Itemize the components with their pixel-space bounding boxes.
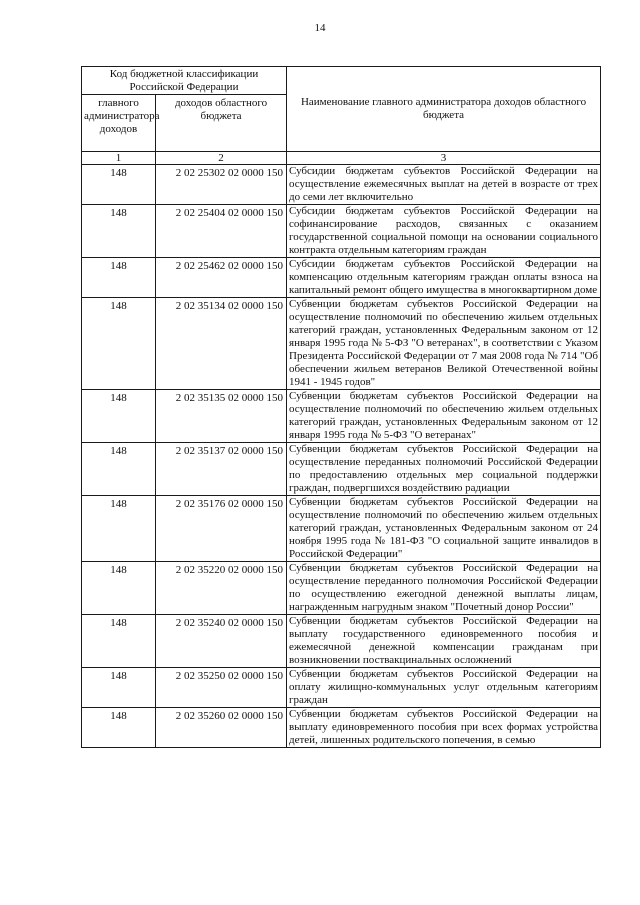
income-name-cell: Субвенции бюджетам субъектов Российской Федерации на осуществление полномочий по обеспечению жильем отдельных категорий граждан, установленных Федеральным законом от 12 января 1995 года № 5-ФЗ "О ветеранах" [287, 390, 601, 443]
budget-code-cell: 2 02 35220 02 0000 150 [156, 562, 287, 615]
income-name-cell: Субсидии бюджетам субъектов Российской Федерации на компенсацию отдельным категориям граждан оплаты взноса на капитальный ремонт общего имущества в многоквартирном доме [287, 258, 601, 298]
admin-code-cell: 148 [82, 205, 156, 258]
admin-code-cell: 148 [82, 298, 156, 390]
income-name-cell: Субвенции бюджетам субъектов Российской Федерации на осуществление полномочий по обеспечению жильем отдельных категорий граждан, установленных Федеральным законом от 12 января 1995 года № 5-ФЗ "О ветеранах", в соответствии с Указом Президента Российской Федерации от 7 мая 2008 года № 714 "Об обеспечении жильем ветеранов Великой Отечественной войны 1941 - 1945 годов" [287, 298, 601, 390]
admin-code-cell: 148 [82, 562, 156, 615]
budget-code-cell: 2 02 35176 02 0000 150 [156, 496, 287, 562]
budget-code-cell: 2 02 35134 02 0000 150 [156, 298, 287, 390]
income-name-cell: Субвенции бюджетам субъектов Российской Федерации на осуществление переданного полномочия Российской Федерации по осуществлению ежегодной денежной выплаты лицам, награжденным нагрудным знаком "Почетный донор России" [287, 562, 601, 615]
header-regional-income: доходов областного бюджета [156, 95, 287, 152]
table-row [82, 615, 601, 668]
table-row [82, 708, 601, 748]
header-administrator-name: Наименование главного администратора доходов областного бюджета [287, 67, 601, 152]
admin-code-cell: 148 [82, 668, 156, 708]
table-row [82, 562, 601, 615]
table-body [82, 165, 601, 748]
budget-classification-table [81, 66, 601, 748]
income-name-cell: Субвенции бюджетам субъектов Российской Федерации на оплату жилищно-коммунальных услуг отдельным категориям граждан [287, 668, 601, 708]
table-row [82, 496, 601, 562]
income-name-cell: Субвенции бюджетам субъектов Российской Федерации на осуществление полномочий по обеспечению жильем отдельных категорий граждан, установленных Федеральным законом от 24 ноября 1995 года № 181-ФЗ "О социальной защите инвалидов в Российской Федерации" [287, 496, 601, 562]
column-number: 3 [287, 152, 601, 165]
income-name-cell: Субвенции бюджетам субъектов Российской Федерации на выплату государственного единовременного пособия и ежемесячной денежной компенсации гражданам при возникновении поствакцинальных осложнений [287, 615, 601, 668]
income-name-cell: Субсидии бюджетам субъектов Российской Федерации на софинансирование расходов, связанных с оказанием государственной социальной помощи на основании социального контракта отдельным категориям граждан [287, 205, 601, 258]
admin-code-cell: 148 [82, 708, 156, 748]
budget-code-cell: 2 02 35135 02 0000 150 [156, 390, 287, 443]
column-number: 2 [156, 152, 287, 165]
admin-code-cell: 148 [82, 258, 156, 298]
table-row [82, 390, 601, 443]
admin-code-cell: 148 [82, 443, 156, 496]
header-budget-code-group: Код бюджетной классификации Российской Федерации [82, 67, 287, 95]
income-name-cell: Субвенции бюджетам субъектов Российской Федерации на осуществление переданных полномочий Российской Федерации по предоставлению отдельных мер социальной поддержки граждан, подвергшихся воздействию радиации [287, 443, 601, 496]
budget-code-cell: 2 02 35137 02 0000 150 [156, 443, 287, 496]
table-row [82, 298, 601, 390]
admin-code-cell: 148 [82, 496, 156, 562]
table-row [82, 165, 601, 205]
budget-code-cell: 2 02 35250 02 0000 150 [156, 668, 287, 708]
page-number: 14 [314, 22, 326, 34]
header-main-administrator: главного администратора доходов [82, 95, 156, 152]
budget-code-cell: 2 02 25302 02 0000 150 [156, 165, 287, 205]
table-row [82, 443, 601, 496]
table-row [82, 258, 601, 298]
income-name-cell: Субсидии бюджетам субъектов Российской Федерации на осуществление ежемесячных выплат на детей в возрасте от трех до семи лет включительно [287, 165, 601, 205]
column-number: 1 [82, 152, 156, 165]
admin-code-cell: 148 [82, 165, 156, 205]
budget-code-cell: 2 02 25404 02 0000 150 [156, 205, 287, 258]
table-header [82, 67, 601, 165]
budget-code-cell: 2 02 35260 02 0000 150 [156, 708, 287, 748]
admin-code-cell: 148 [82, 390, 156, 443]
table-row [82, 205, 601, 258]
budget-code-cell: 2 02 25462 02 0000 150 [156, 258, 287, 298]
income-name-cell: Субвенции бюджетам субъектов Российской Федерации на выплату единовременного пособия при всех формах устройства детей, лишенных родительского попечения, в семью [287, 708, 601, 748]
table-row [82, 668, 601, 708]
budget-code-cell: 2 02 35240 02 0000 150 [156, 615, 287, 668]
admin-code-cell: 148 [82, 615, 156, 668]
